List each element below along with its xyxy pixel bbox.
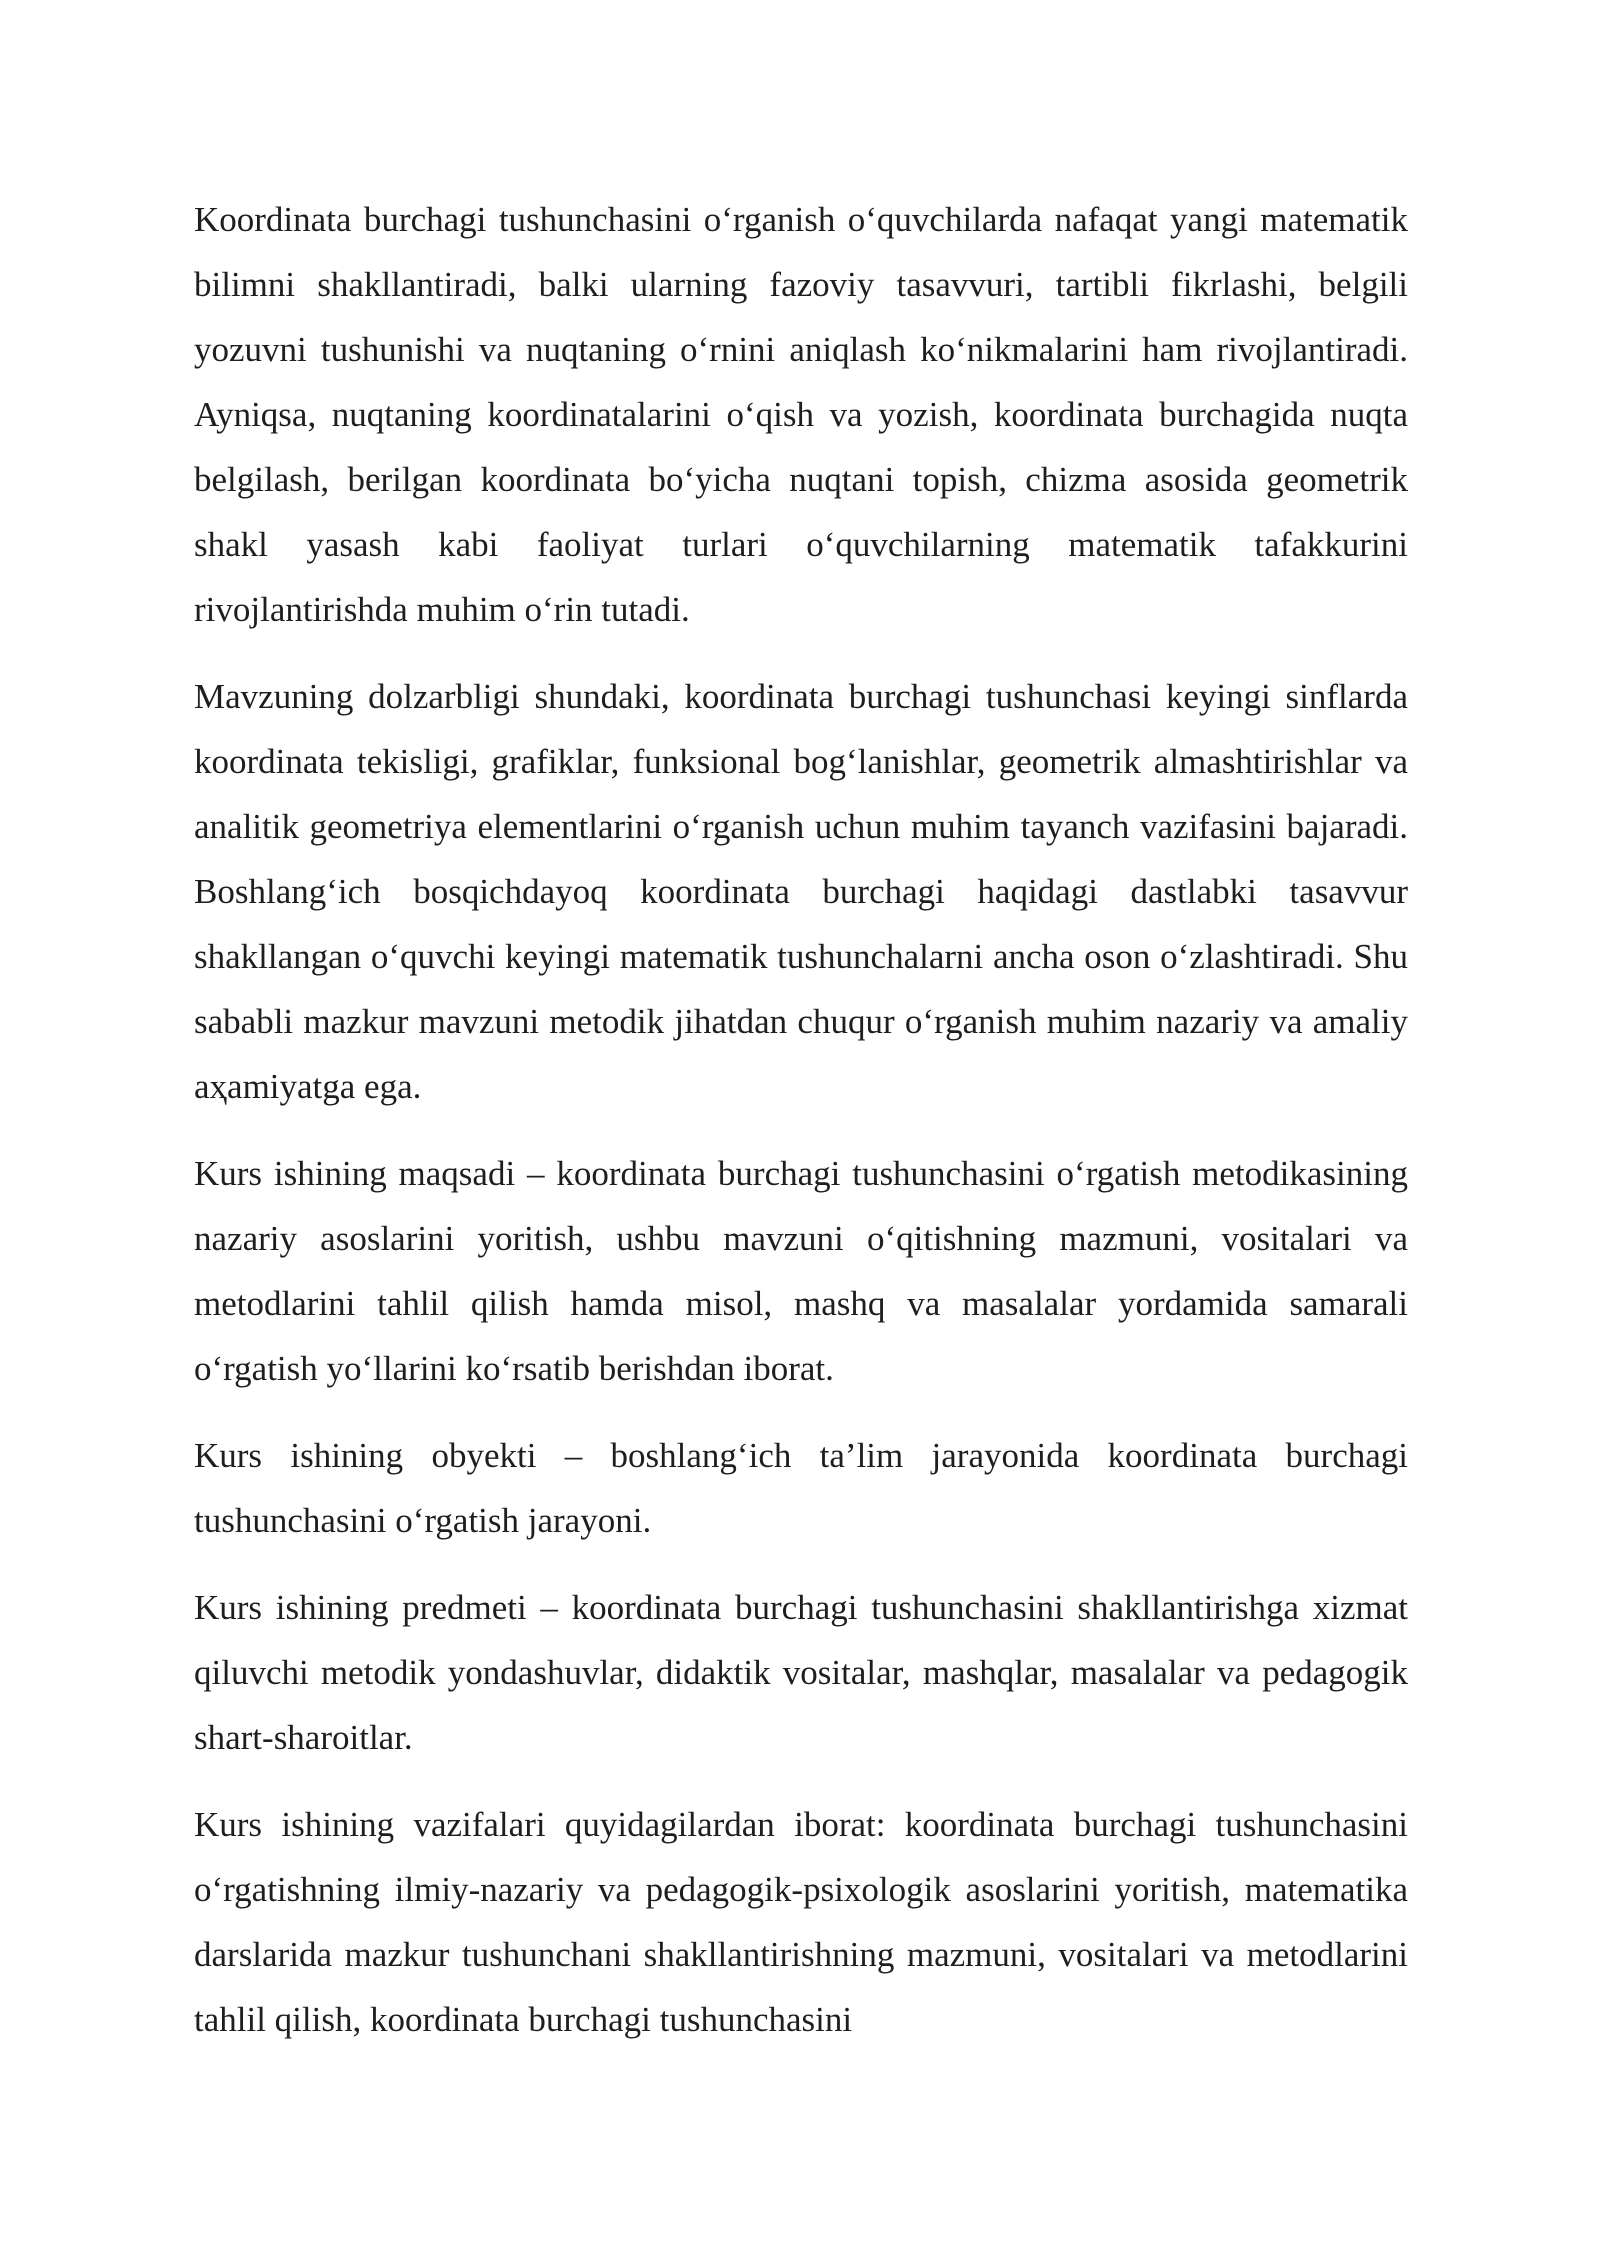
paragraph-subject: Kurs ishining predmeti – koordinata burchagi tushunchasini shakllantirishga xizmat qiluvchi metodik yondashuvlar, didaktik vositalar, mashqlar, masalalar va pedagogik shart-sharoitlar. [194, 1588, 1408, 1757]
paragraph-intro: Koordinata burchagi tushunchasini o‘rganish o‘quvchilarda nafaqat yangi matematik bilimni shakllantiradi, balki ularning fazoviy tasavvuri, tartibli fikrlashi, belgili yozuvni tushunishi va nuqtaning o‘rnini aniqlash ko‘nikmalarini ham rivojlantiradi. Ayniqsa, nuqtaning koordinatalarini o‘qish va yozish, koordinata burchagida nuqta belgilash, berilgan koordinata bo‘yicha nuqtani topish, chizma asosida geometrik shakl yasash kabi faoliyat turlari o‘quvchilarning matematik tafakkurini rivojlantirishda muhim o‘rin tutadi. [194, 200, 1408, 629]
paragraph-goal: Kurs ishining maqsadi – koordinata burchagi tushunchasini o‘rgatish metodikasining nazariy asoslarini yoritish, ushbu mavzuni o‘qitishning mazmuni, vositalari va metodlarini tahlil qilish hamda misol, mashq va masalalar yordamida samarali o‘rgatish yo‘llarini ko‘rsatib berishdan iborat. [194, 1154, 1408, 1388]
document-body [194, 187, 1408, 2074]
paragraph-object: Kurs ishining obyekti – boshlang‘ich ta’lim jarayonida koordinata burchagi tushunchasini o‘rgatish jarayoni. [194, 1436, 1408, 1540]
paragraph-tasks: Kurs ishining vazifalari quyidagilardan iborat: koordinata burchagi tushunchasini o‘rgatishning ilmiy-nazariy va pedagogik-psixologik asoslarini yoritish, matematika darslarida mazkur tushunchani shakllantirishning mazmuni, vositalari va metodlarini tahlil qilish, koordinata burchagi tushunchasini [194, 1805, 1408, 2039]
paragraph-relevance: Mavzuning dolzarbligi shundaki, koordinata burchagi tushunchasi keyingi sinflarda koordinata tekisligi, grafiklar, funksional bog‘lanishlar, geometrik almashtirishlar va analitik geometriya elementlarini o‘rganish uchun muhim tayanch vazifasini bajaradi. Boshlang‘ich bosqichdayoq koordinata burchagi haqidagi dastlabki tasavvur shakllangan o‘quvchi keyingi matematik tushunchalarni ancha oson o‘zlashtiradi. Shu sababli mazkur mavzuni metodik jihatdan chuqur o‘rganish muhim nazariy va amaliy aҳamiyatga ega. [194, 677, 1408, 1106]
